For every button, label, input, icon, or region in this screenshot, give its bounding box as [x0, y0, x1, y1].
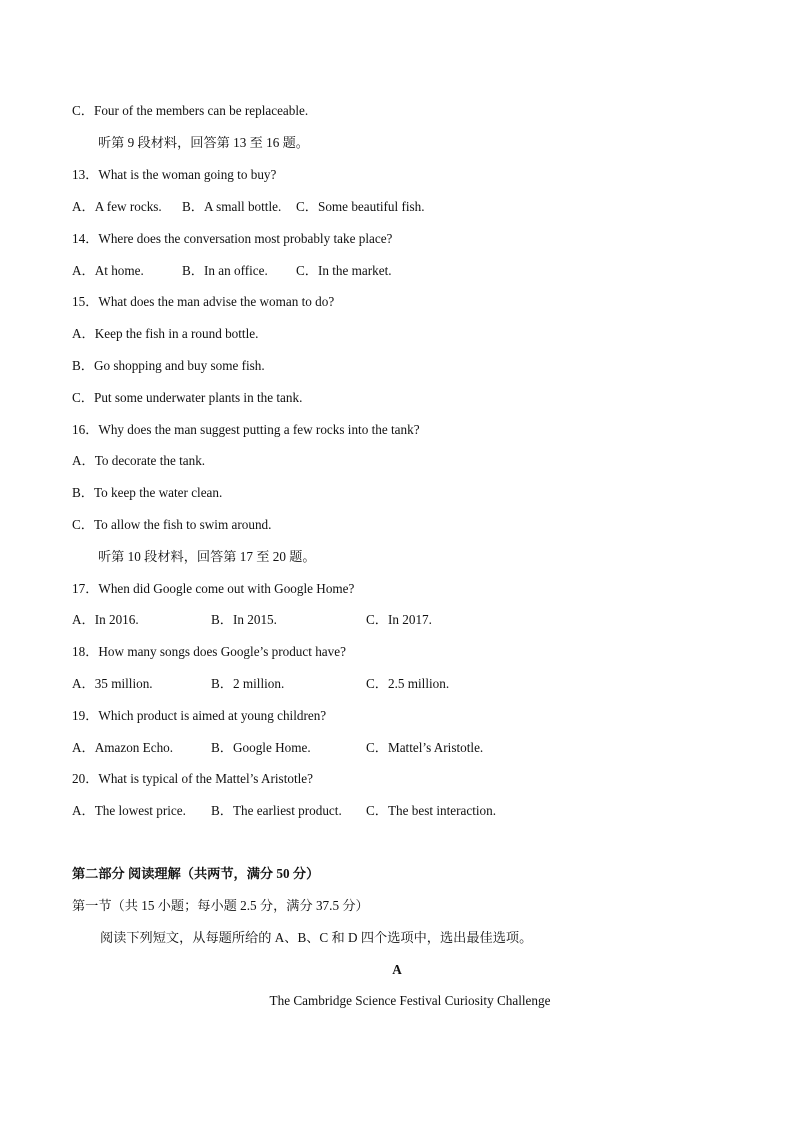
option-b: B．A small bottle.: [182, 199, 282, 214]
question-19: 19．Which product is aimed at young children?: [72, 708, 327, 723]
section-instruction: 听第 9 段材料，回答第 13 至 16 题。: [98, 135, 309, 150]
option-b: B．To keep the water clean.: [72, 485, 223, 500]
option-b: B．Google Home.: [211, 740, 311, 755]
passage-title: The Cambridge Science Festival Curiosity Challenge: [269, 993, 551, 1008]
option-a: A．At home.: [72, 263, 144, 278]
section-heading: 第一节（共 15 小题；每小题 2.5 分，满分 37.5 分）: [72, 898, 369, 913]
option-a: A．In 2016.: [72, 612, 139, 627]
option-c: C．Put some underwater plants in the tank.: [72, 390, 303, 405]
option-c: C．Some beautiful fish.: [296, 199, 425, 214]
option-c: C．In 2017.: [366, 612, 432, 627]
option-a: A．35 million.: [72, 676, 153, 691]
option-b: B．2 million.: [211, 676, 285, 691]
option-b: B．In an office.: [182, 263, 268, 278]
option-b: B．In 2015.: [211, 612, 277, 627]
option-a: A．Amazon Echo.: [72, 740, 174, 755]
option-a: A．Keep the fish in a round bottle.: [72, 326, 259, 341]
option-c: C．The best interaction.: [366, 803, 497, 818]
option-text: C．Four of the members can be replaceable.: [72, 103, 309, 118]
option-a: A．To decorate the tank.: [72, 453, 206, 468]
option-c: C．Mattel’s Aristotle.: [366, 740, 484, 755]
reading-instruction: 阅读下列短文，从每题所给的 A、B、C 和 D 四个选项中，选出最佳选项。: [100, 930, 533, 945]
section-instruction: 听第 10 段材料，回答第 17 至 20 题。: [98, 549, 316, 564]
question-18: 18．How many songs does Google’s product have?: [72, 644, 346, 659]
option-c: C．In the market.: [296, 263, 392, 278]
passage-label: A: [392, 962, 402, 977]
question-17: 17．When did Google come out with Google Home?: [72, 581, 355, 596]
part-heading: 第二部分 阅读理解（共两节，满分 50 分）: [72, 866, 320, 881]
question-14: 14．Where does the conversation most probably take place?: [72, 231, 393, 246]
option-b: B．The earliest product.: [211, 803, 342, 818]
option-c: C．To allow the fish to swim around.: [72, 517, 272, 532]
question-13: 13．What is the woman going to buy?: [72, 167, 277, 182]
option-a: A．A few rocks.: [72, 199, 162, 214]
option-a: A．The lowest price.: [72, 803, 186, 818]
option-b: B．Go shopping and buy some fish.: [72, 358, 265, 373]
question-20: 20．What is typical of the Mattel’s Aristotle?: [72, 771, 313, 786]
question-16: 16．Why does the man suggest putting a few rocks into the tank?: [72, 422, 420, 437]
option-c: C．2.5 million.: [366, 676, 450, 691]
question-15: 15．What does the man advise the woman to do?: [72, 294, 335, 309]
